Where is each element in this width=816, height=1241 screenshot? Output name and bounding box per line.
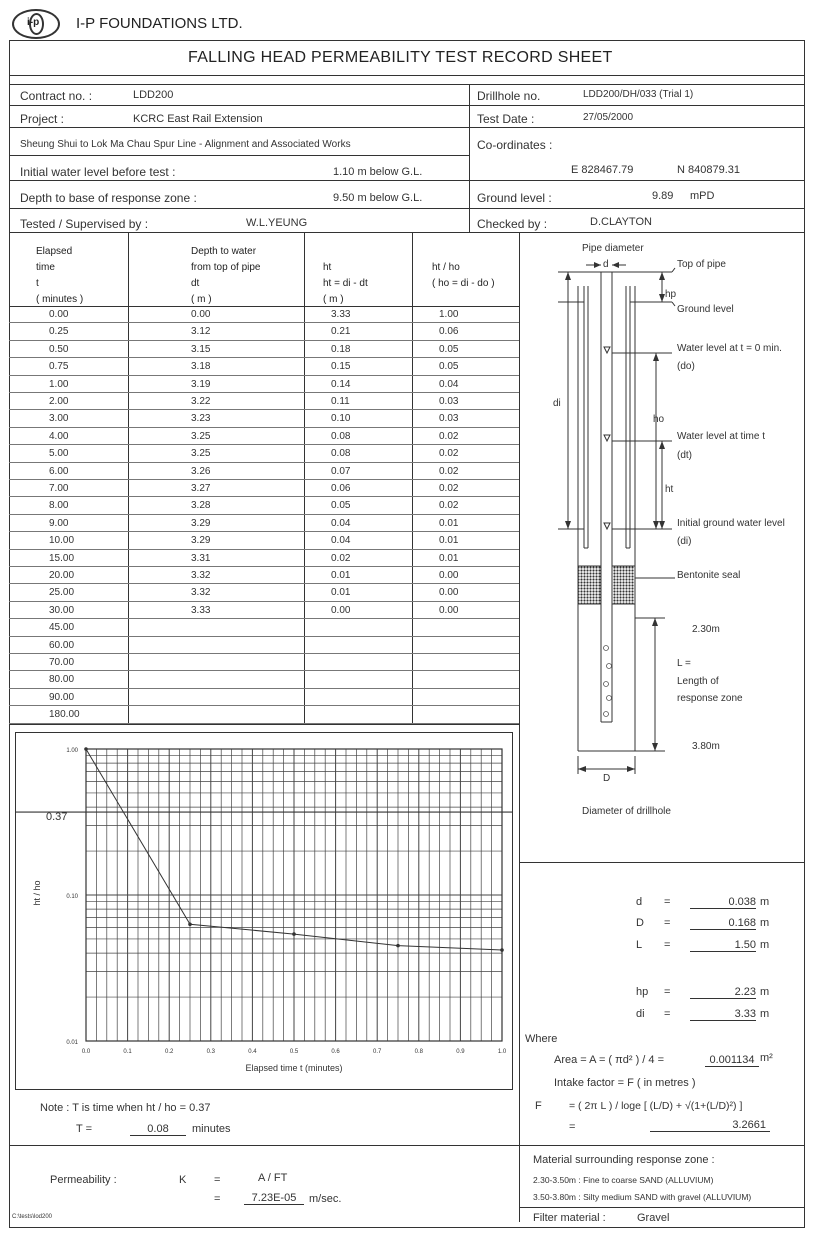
diagram-bentonite-seal: Bentonite seal bbox=[677, 570, 741, 581]
header-line: ( m ) bbox=[191, 294, 212, 305]
table-cell: 0.00 bbox=[191, 309, 211, 320]
table-cell: 3.32 bbox=[191, 587, 211, 599]
K-eq1: = bbox=[214, 1174, 221, 1186]
x-tick-label: 0.4 bbox=[248, 1049, 257, 1055]
diagram-pipe-diameter: Pipe diameter bbox=[582, 243, 644, 254]
x-tick-label: 0.8 bbox=[414, 1049, 423, 1055]
table-cell: 0.10 bbox=[331, 413, 351, 425]
diagram-d-mark: d bbox=[603, 259, 609, 270]
param-eq: = bbox=[664, 939, 671, 951]
diagram-L-eq: L = bbox=[677, 658, 691, 669]
table-cell: 3.33 bbox=[191, 604, 211, 616]
table-cell: 0.00 bbox=[331, 604, 351, 616]
table-row bbox=[9, 619, 519, 636]
coordinate-e: E 828467.79 bbox=[571, 164, 634, 176]
table-row bbox=[9, 480, 519, 497]
table-row bbox=[9, 654, 519, 671]
table-cell: 3.26 bbox=[191, 465, 211, 477]
table-row bbox=[9, 445, 519, 462]
header-line: ht / ho bbox=[432, 262, 460, 273]
table-cell: 0.01 bbox=[439, 517, 459, 529]
table-cell: 180.00 bbox=[49, 709, 80, 721]
checked-by-label: Checked by : bbox=[477, 217, 548, 231]
data-point bbox=[396, 944, 400, 948]
col-header-ht bbox=[323, 260, 368, 308]
diagram-top-of-pipe: Top of pipe bbox=[677, 259, 726, 270]
param-val: 2.23 bbox=[690, 986, 756, 999]
table-row bbox=[9, 706, 519, 723]
table-row bbox=[9, 410, 519, 427]
contract-value: LDD200 bbox=[133, 89, 174, 101]
table-cell: 3.19 bbox=[191, 378, 211, 390]
table-row bbox=[9, 584, 519, 601]
footer-code: C:\tests\lod200 bbox=[12, 1214, 53, 1220]
drillhole-label: Drillhole no. bbox=[477, 89, 541, 103]
table-cell: 8.00 bbox=[49, 500, 69, 512]
table-cell: 0.02 bbox=[439, 500, 459, 512]
data-table bbox=[9, 306, 519, 724]
param-unit: m bbox=[760, 917, 770, 929]
table-cell: 3.22 bbox=[191, 396, 211, 407]
initial-water-level-label: Initial water level before test : bbox=[20, 165, 176, 179]
test-date-label: Test Date : bbox=[477, 112, 535, 126]
col-header-ht-ho bbox=[432, 260, 495, 292]
table-cell: 4.00 bbox=[49, 430, 69, 442]
table-cell: 0.02 bbox=[331, 552, 351, 564]
table-cell: 0.01 bbox=[439, 552, 459, 564]
header-line: ht bbox=[323, 262, 332, 273]
diagram-di-paren: (di) bbox=[677, 536, 692, 547]
y-axis-label: ht / ho bbox=[32, 880, 42, 906]
table-cell: 0.14 bbox=[331, 378, 351, 390]
table-cell: 0.50 bbox=[49, 343, 69, 355]
table-row bbox=[9, 497, 519, 514]
table-cell: 0.04 bbox=[439, 378, 459, 390]
area-unit: m² bbox=[760, 1052, 773, 1064]
header-line: ( ho = di - do ) bbox=[432, 278, 495, 289]
table-row bbox=[9, 428, 519, 445]
tested-by-label: Tested / Supervised by : bbox=[20, 217, 149, 231]
diagram-di: di bbox=[553, 398, 561, 409]
x-tick-label: 0.7 bbox=[373, 1049, 382, 1055]
material-title: Material surrounding response zone : bbox=[533, 1154, 715, 1166]
piezometer-diagram bbox=[520, 236, 805, 836]
contract-label: Contract no. : bbox=[20, 89, 93, 103]
table-cell: 25.00 bbox=[49, 587, 75, 599]
table-cell: 0.08 bbox=[331, 448, 351, 460]
param-unit: m bbox=[760, 986, 770, 998]
table-cell: 0.05 bbox=[439, 343, 459, 355]
param-val: 3.33 bbox=[690, 1008, 756, 1021]
company-name: I-P FOUNDATIONS LTD. bbox=[76, 15, 243, 32]
diagram-top-response: 2.30m bbox=[692, 624, 720, 635]
diagram-length-of: Length of bbox=[677, 676, 719, 687]
intake-factor: Intake factor = F ( in metres ) bbox=[554, 1077, 696, 1089]
param-unit: m bbox=[760, 939, 770, 951]
table-cell: 0.05 bbox=[439, 361, 459, 373]
table-cell: 0.25 bbox=[49, 326, 69, 338]
table-cell: 3.28 bbox=[191, 500, 211, 512]
F-label: F bbox=[535, 1100, 542, 1112]
param-sym: D bbox=[636, 917, 644, 929]
table-cell: 20.00 bbox=[49, 570, 75, 581]
F-equals: = bbox=[569, 1121, 576, 1133]
table-cell: 0.02 bbox=[439, 448, 459, 460]
company-logo bbox=[12, 9, 60, 39]
area-value: 0.001134 bbox=[705, 1054, 759, 1067]
K-value: 7.23E-05 bbox=[244, 1192, 304, 1205]
ground-level-label: Ground level : bbox=[477, 191, 552, 205]
table-row bbox=[9, 671, 519, 688]
table-cell: 0.03 bbox=[439, 413, 459, 425]
table-cell: 3.15 bbox=[191, 343, 211, 355]
table-cell: 9.00 bbox=[49, 517, 69, 529]
ground-level-unit: mPD bbox=[690, 190, 715, 202]
permeability-label: Permeability : bbox=[50, 1174, 117, 1186]
area-formula: Area = A = ( πd² ) / 4 = bbox=[554, 1054, 665, 1066]
table-row bbox=[9, 306, 519, 323]
coordinates-label: Co-ordinates : bbox=[477, 138, 553, 152]
table-cell: 0.00 bbox=[439, 570, 459, 581]
table-cell: 3.33 bbox=[331, 309, 351, 320]
K-eq2: = bbox=[214, 1193, 221, 1205]
table-cell: 0.00 bbox=[49, 309, 69, 320]
data-point bbox=[500, 948, 504, 952]
project-description: Sheung Shui to Lok Ma Chau Spur Line - Alignment and Associated Works bbox=[20, 139, 351, 150]
table-cell: 70.00 bbox=[49, 657, 75, 668]
diagram-hp: hp bbox=[665, 289, 677, 300]
K-unit: m/sec. bbox=[309, 1193, 342, 1205]
where-label: Where bbox=[525, 1033, 558, 1045]
x-tick-label: 0.2 bbox=[165, 1049, 174, 1055]
table-row bbox=[9, 637, 519, 654]
header-line: ( m ) bbox=[323, 294, 344, 305]
F-formula: = ( 2π L ) / loge [ (L/D) + √(1+(L/D)²) ] bbox=[569, 1100, 743, 1112]
diagram-ht: ht bbox=[665, 484, 674, 495]
diagram-dt: (dt) bbox=[677, 450, 692, 461]
table-cell: 0.01 bbox=[331, 570, 351, 581]
header-line: ( minutes ) bbox=[36, 294, 84, 305]
test-date-value: 27/05/2000 bbox=[583, 112, 634, 123]
table-row bbox=[9, 393, 519, 410]
table-cell: 0.08 bbox=[331, 430, 351, 442]
param-eq: = bbox=[664, 896, 671, 908]
x-axis-label: Elapsed time t (minutes) bbox=[245, 1063, 343, 1073]
table-cell: 6.00 bbox=[49, 465, 69, 477]
sheet-title: FALLING HEAD PERMEABILITY TEST RECORD SHEET bbox=[188, 49, 613, 66]
logo-letters: i-p bbox=[27, 17, 40, 28]
diagram-ho: ho bbox=[653, 414, 665, 425]
table-cell: 3.12 bbox=[191, 326, 211, 338]
table-cell: 3.18 bbox=[191, 361, 211, 373]
table-cell: 1.00 bbox=[49, 378, 69, 390]
depth-base-value: 9.50 m below G.L. bbox=[333, 192, 423, 204]
data-point bbox=[84, 747, 88, 751]
param-val: 0.038 bbox=[690, 896, 756, 909]
table-cell: 3.00 bbox=[49, 413, 69, 425]
decay-chart bbox=[16, 733, 512, 1089]
K-formula: A / FT bbox=[258, 1172, 288, 1184]
param-unit: m bbox=[760, 896, 770, 908]
table-cell: 0.04 bbox=[331, 535, 351, 547]
param-val: 1.50 bbox=[690, 939, 756, 952]
header-line: time bbox=[36, 262, 55, 273]
depth-base-label: Depth to base of response zone : bbox=[20, 191, 197, 205]
table-row bbox=[9, 341, 519, 358]
x-tick-label: 0.5 bbox=[289, 1049, 299, 1055]
diagram-wl-t0: Water level at t = 0 min. bbox=[677, 343, 782, 354]
T-label: T = bbox=[76, 1123, 93, 1135]
table-cell: 45.00 bbox=[49, 622, 75, 634]
table-cell: 1.00 bbox=[439, 309, 459, 320]
x-tick-label: 0.6 bbox=[331, 1049, 340, 1055]
table-cell: 3.25 bbox=[191, 448, 211, 460]
table-cell: 3.25 bbox=[191, 430, 211, 442]
table-cell: 0.01 bbox=[439, 535, 459, 547]
param-unit: m bbox=[760, 1008, 770, 1020]
diagram-response-zone: response zone bbox=[677, 693, 743, 704]
table-cell: 0.02 bbox=[439, 483, 459, 494]
filter-material-label: Filter material : bbox=[533, 1212, 606, 1224]
material-line-2: 3.50-3.80m : Silty medium SAND with gravel (ALLUVIUM) bbox=[533, 1192, 752, 1202]
material-line-1: 2.30-3.50m : Fine to coarse SAND (ALLUVIUM) bbox=[533, 1175, 714, 1185]
table-row bbox=[9, 358, 519, 375]
table-cell: 3.31 bbox=[191, 552, 211, 564]
y-tick-label: 0.10 bbox=[66, 894, 78, 900]
table-row bbox=[9, 532, 519, 549]
param-sym: d bbox=[636, 896, 643, 908]
table-cell: 3.29 bbox=[191, 535, 211, 547]
table-cell: 0.18 bbox=[331, 343, 351, 355]
diagram-dia-drillhole: Diameter of drillhole bbox=[582, 806, 671, 817]
data-point bbox=[292, 932, 296, 936]
table-cell: 0.03 bbox=[439, 396, 459, 407]
table-cell: 0.00 bbox=[439, 587, 459, 599]
param-val: 0.168 bbox=[690, 917, 756, 930]
parameter-list bbox=[520, 890, 805, 1030]
table-cell: 3.29 bbox=[191, 517, 211, 529]
diagram-wl-t: Water level at time t bbox=[677, 431, 765, 442]
table-row bbox=[9, 515, 519, 532]
x-tick-label: 0.9 bbox=[456, 1049, 465, 1055]
param-sym: L bbox=[636, 939, 643, 951]
reference-line-label: 0.37 bbox=[46, 811, 68, 824]
table-cell: 0.02 bbox=[439, 430, 459, 442]
table-cell: 3.23 bbox=[191, 413, 211, 425]
table-cell: 0.02 bbox=[439, 465, 459, 477]
header-line: t bbox=[36, 278, 39, 289]
initial-water-level-value: 1.10 m below G.L. bbox=[333, 166, 423, 178]
table-row bbox=[9, 376, 519, 393]
table-row bbox=[9, 323, 519, 340]
table-row bbox=[9, 550, 519, 567]
diagram-ground-level: Ground level bbox=[677, 304, 734, 315]
header-line: Elapsed bbox=[36, 246, 73, 257]
table-cell: 0.07 bbox=[331, 465, 351, 477]
F-value: 3.2661 bbox=[650, 1119, 770, 1132]
x-tick-label: 1.0 bbox=[497, 1049, 507, 1055]
table-cell: 0.11 bbox=[331, 396, 350, 407]
param-sym: di bbox=[636, 1008, 645, 1020]
ground-level-value: 9.89 bbox=[652, 190, 674, 202]
table-cell: 0.75 bbox=[49, 361, 69, 373]
diagram-do: (do) bbox=[677, 361, 695, 372]
table-cell: 3.32 bbox=[191, 570, 211, 581]
table-cell: 2.00 bbox=[49, 396, 69, 407]
col-header-elapsed-time bbox=[36, 244, 83, 308]
table-cell: 30.00 bbox=[49, 604, 75, 616]
data-point bbox=[188, 922, 192, 926]
x-tick-label: 0.3 bbox=[206, 1049, 215, 1055]
header-line: dt bbox=[191, 278, 200, 289]
table-cell: 0.06 bbox=[439, 326, 459, 338]
K-label: K bbox=[179, 1174, 187, 1186]
col-header-depth-to-water bbox=[191, 244, 260, 308]
T-value: 0.08 bbox=[130, 1123, 186, 1136]
tested-by-value: W.L.YEUNG bbox=[246, 217, 308, 229]
x-tick-label: 0.0 bbox=[81, 1049, 91, 1055]
table-row bbox=[9, 463, 519, 480]
x-tick-label: 0.1 bbox=[123, 1049, 132, 1055]
header-line: ht = di - dt bbox=[323, 278, 368, 289]
table-row bbox=[9, 567, 519, 584]
coordinate-n: N 840879.31 bbox=[677, 164, 740, 176]
diagram-bottom-response: 3.80m bbox=[692, 741, 720, 752]
checked-by-value: D.CLAYTON bbox=[590, 216, 652, 228]
y-tick-label: 1.00 bbox=[66, 748, 78, 754]
table-cell: 15.00 bbox=[49, 552, 75, 564]
table-cell: 0.05 bbox=[331, 500, 351, 512]
param-eq: = bbox=[664, 1008, 671, 1020]
T-unit: minutes bbox=[192, 1123, 231, 1135]
table-cell: 3.27 bbox=[191, 483, 211, 494]
table-row bbox=[9, 602, 519, 619]
project-label: Project : bbox=[20, 112, 65, 126]
table-cell: 5.00 bbox=[49, 448, 69, 460]
table-row bbox=[9, 689, 519, 706]
table-cell: 0.04 bbox=[331, 517, 351, 529]
table-cell: 0.00 bbox=[439, 604, 459, 616]
header-line: Depth to water bbox=[191, 246, 257, 257]
param-eq: = bbox=[664, 986, 671, 998]
param-eq: = bbox=[664, 917, 671, 929]
diagram-initial-gwl: Initial ground water level bbox=[677, 518, 785, 529]
table-cell: 90.00 bbox=[49, 691, 75, 703]
note-text: Note : T is time when ht / ho = 0.37 bbox=[40, 1102, 211, 1114]
table-cell: 0.15 bbox=[331, 361, 351, 373]
table-cell: 10.00 bbox=[49, 535, 75, 547]
diagram-D: D bbox=[603, 773, 611, 784]
table-cell: 0.06 bbox=[331, 483, 351, 494]
param-sym: hp bbox=[636, 986, 649, 998]
drillhole-value: LDD200/DH/033 (Trial 1) bbox=[583, 89, 694, 100]
filter-material-value: Gravel bbox=[637, 1212, 670, 1224]
project-value: KCRC East Rail Extension bbox=[133, 113, 263, 125]
table-cell: 0.01 bbox=[331, 587, 351, 599]
header-line: from top of pipe bbox=[191, 262, 261, 273]
table-cell: 60.00 bbox=[49, 639, 75, 651]
table-cell: 7.00 bbox=[49, 483, 69, 494]
table-cell: 0.21 bbox=[331, 326, 351, 338]
y-tick-label: 0.01 bbox=[66, 1040, 78, 1046]
table-cell: 80.00 bbox=[49, 674, 75, 686]
